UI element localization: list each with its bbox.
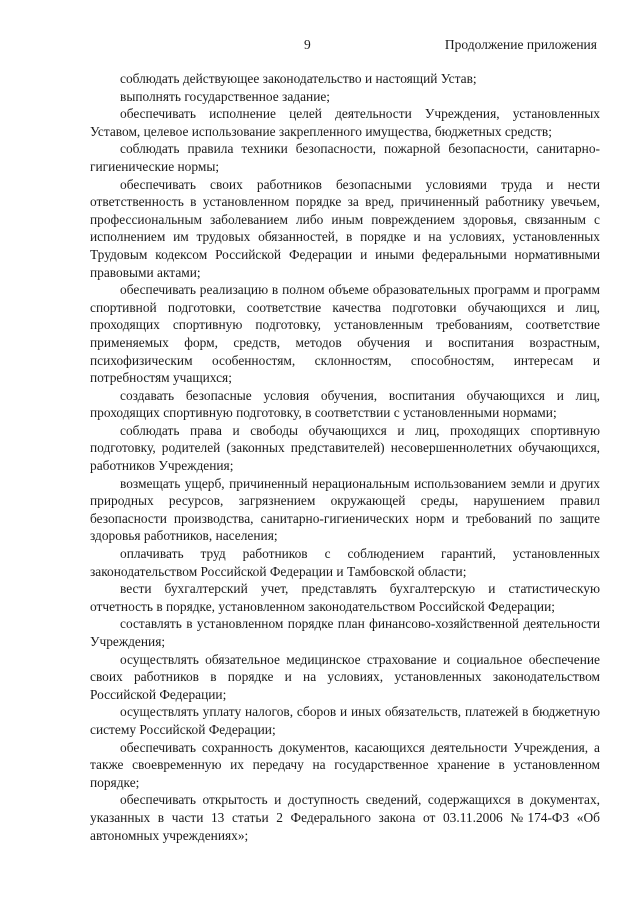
page-number: 9 bbox=[304, 37, 311, 52]
paragraph: обеспечивать реализацию в полном объеме образовательных программ и программ спортивной подготовки, соответствие качества подготовки обучающихся и лиц, проходящих спортивную подготовку, установленным требованиям, соответствие применяемых форм, средств, методов обучения и воспитания возрастным, психофизическим особенностям, склонностям, способностям, интересам и потребностям учащихся; bbox=[90, 282, 600, 386]
paragraph: соблюдать правила техники безопасности, пожарной безопасности, санитарно-гигиенические нормы; bbox=[90, 141, 600, 174]
paragraph: обеспечивать своих работников безопасными условиями труда и нести ответственность в установленном порядке за вред, причиненный работнику увечьем, профессиональным заболеванием либо иным повреждением здоровья, связанным с исполнением им трудовых обязанностей, в порядке и на условиях, установленных Трудовым кодексом Российской Федерации и иными федеральными нормативными правовыми актами; bbox=[90, 176, 600, 280]
paragraph: создавать безопасные условия обучения, воспитания обучающихся и лиц, проходящих спортивную подготовку, в соответствии с установленными нормами; bbox=[90, 387, 600, 421]
paragraph: обеспечивать сохранность документов, касающихся деятельности Учреждения, а также своевременную их передачу на государственное хранение в установленном порядке; bbox=[90, 739, 600, 790]
paragraph: соблюдать действующее законодательство и настоящий Устав; bbox=[120, 71, 477, 86]
paragraph: осуществлять уплату налогов, сборов и иных обязательств, платежей в бюджетную систему Российской Федерации; bbox=[90, 704, 600, 737]
paragraph: оплачивать труд работников с соблюдением гарантий, установленных законодательством Российской Федерации и Тамбовской области; bbox=[90, 546, 600, 579]
paragraph: возмещать ущерб, причиненный нерациональным использованием земли и других природных ресурсов, загрязнением окружающей среды, нарушением правил безопасности производства, санитарно-гигиенических норм и требований по защите здоровья работников, населения; bbox=[90, 475, 600, 544]
page-header bbox=[0, 37, 640, 57]
continuation-note: Продолжение приложения bbox=[444, 37, 597, 52]
document-body bbox=[90, 70, 600, 844]
paragraph: осуществлять обязательное медицинское страхование и социальное обеспечение своих работников в порядке и на условиях, установленных законодательством Российской Федерации; bbox=[90, 651, 600, 702]
paragraph: вести бухгалтерский учет, представлять бухгалтерскую и статистическую отчетность в порядке, установленном законодательством Российской Федерации; bbox=[90, 581, 600, 614]
paragraph: выполнять государственное задание; bbox=[120, 88, 331, 104]
paragraph: составлять в установленном порядке план финансово-хозяйственной деятельности Учреждения; bbox=[90, 616, 600, 649]
paragraph: обеспечивать открытость и доступность сведений, содержащихся в документах, указанных в части 13 статьи 2 Федерального закона от 03.11.2006 №174-ФЗ «Об автономных учреждениях»; bbox=[90, 792, 600, 843]
paragraph: обеспечивать исполнение целей деятельности Учреждения, установленных Уставом, целевое использование закрепленного имущества, бюджетных средств; bbox=[90, 106, 600, 139]
paragraph: соблюдать права и свободы обучающихся и лиц, проходящих спортивную подготовку, родителей (законных представителей) несовершеннолетних обучающихся, работников Учреждения; bbox=[90, 422, 600, 474]
